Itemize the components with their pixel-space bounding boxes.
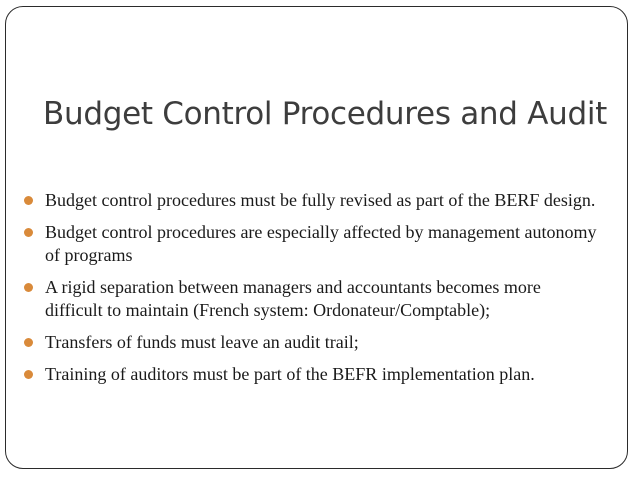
bullet-dot-icon: [24, 370, 33, 379]
bullet-text: Transfers of funds must leave an audit trail;: [45, 332, 359, 352]
bullet-dot-icon: [24, 196, 33, 205]
bullet-item: [22, 331, 602, 354]
bullet-text: Budget control procedures are especially affected by management autonomy of programs: [45, 222, 597, 265]
bullet-dot-icon: [24, 228, 33, 237]
bullet-text: Budget control procedures must be fully revised as part of the BERF design.: [45, 190, 596, 210]
bullet-item: [22, 189, 602, 212]
bullet-text: Training of auditors must be part of the BEFR implementation plan.: [45, 364, 535, 384]
bullet-list: [22, 189, 602, 395]
bullet-dot-icon: [24, 338, 33, 347]
slide-title: Budget Control Procedures and Audit: [43, 96, 607, 132]
bullet-dot-icon: [24, 283, 33, 292]
bullet-text: A rigid separation between managers and accountants becomes more difficult to maintain (French system: Ordonateur/Comptable);: [45, 277, 541, 320]
bullet-item: [22, 363, 602, 386]
bullet-item: [22, 221, 602, 267]
bullet-item: [22, 276, 602, 322]
